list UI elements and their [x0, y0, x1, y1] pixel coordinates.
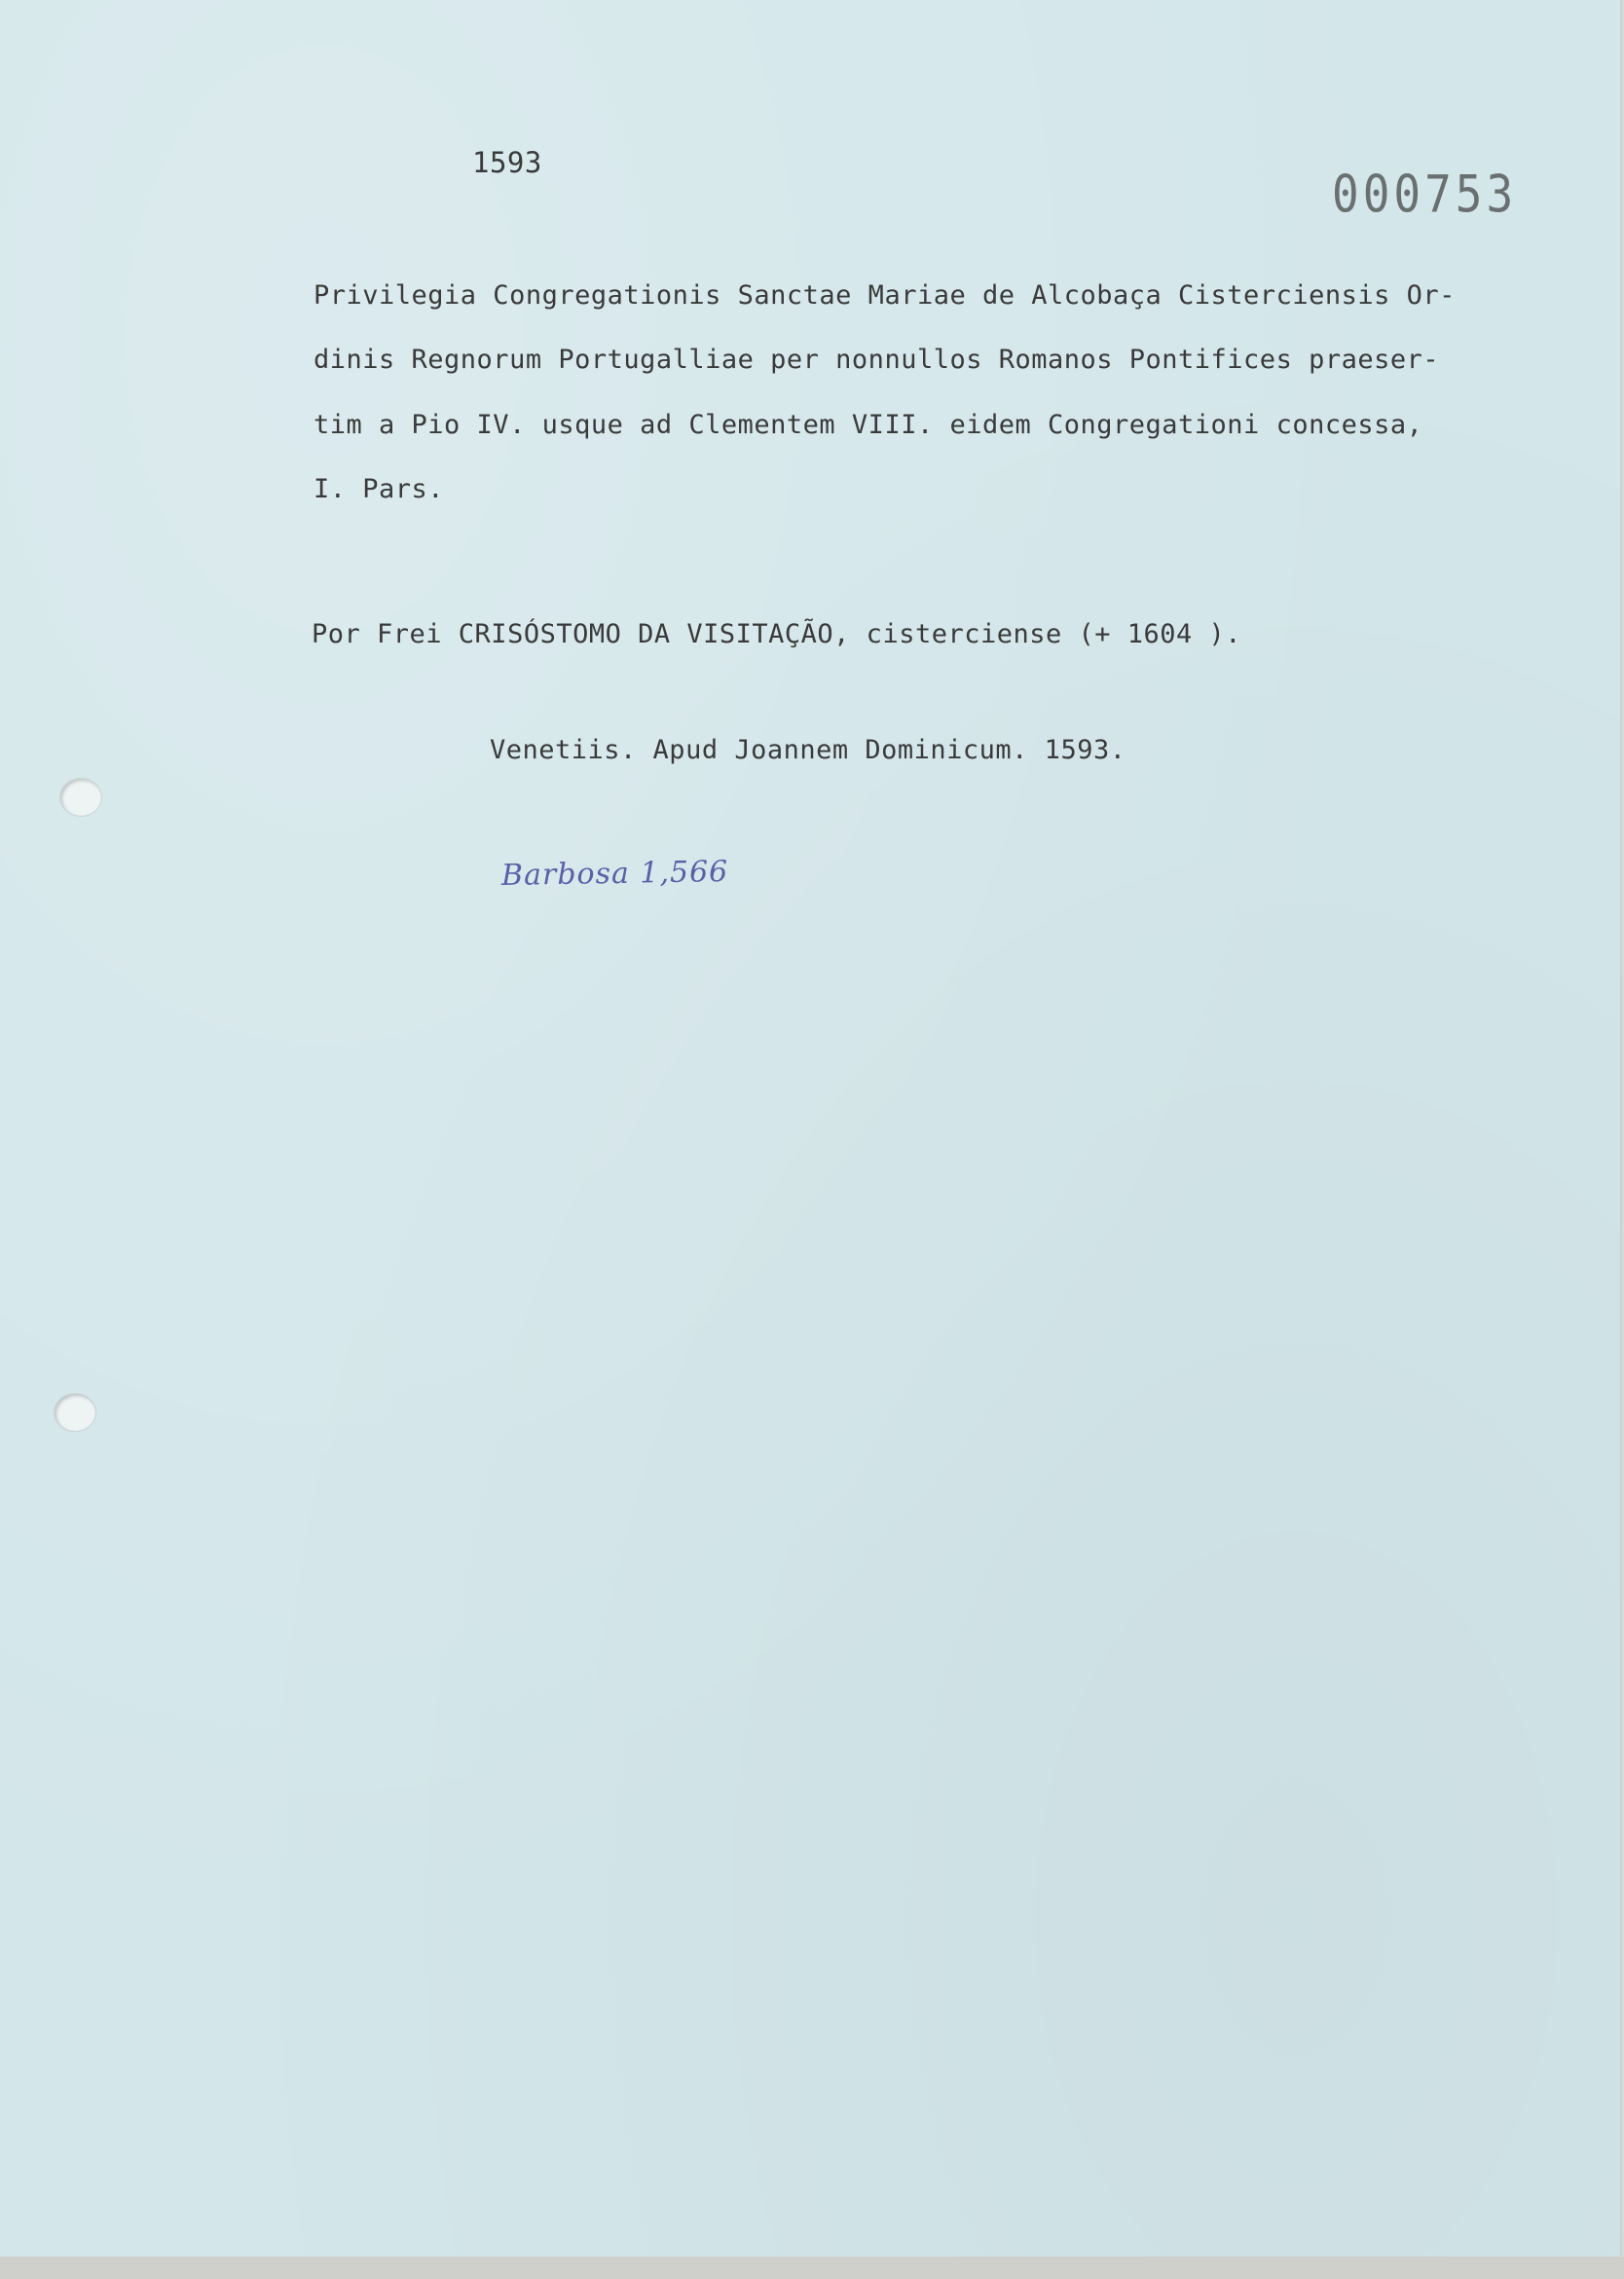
- author-line: Por Frei CRISÓSTOMO DA VISITAÇÃO, cisterciense (+ 1604 ).: [312, 619, 1242, 649]
- punch-hole-bottom: [55, 1394, 95, 1431]
- year-heading: 1593: [472, 146, 542, 179]
- title-line: Privilegia Congregationis Sanctae Mariae de Alcobaça Cisterciensis Or-: [314, 280, 1456, 311]
- title-line: dinis Regnorum Portugalliae per nonnullos Romanos Pontifices praeser-: [314, 345, 1440, 375]
- punch-hole-top: [60, 779, 101, 816]
- title-line: tim a Pio IV. usque ad Clementem VIII. eidem Congregationi concessa,: [314, 410, 1423, 440]
- title-line: I. Pars.: [314, 474, 445, 504]
- handwritten-note: Barbosa 1,566: [500, 854, 729, 894]
- scan-background-strip: [0, 2257, 1624, 2279]
- stamp-number: 000753: [1332, 164, 1518, 225]
- imprint-line: Venetiis. Apud Joannem Dominicum. 1593.: [490, 735, 1126, 765]
